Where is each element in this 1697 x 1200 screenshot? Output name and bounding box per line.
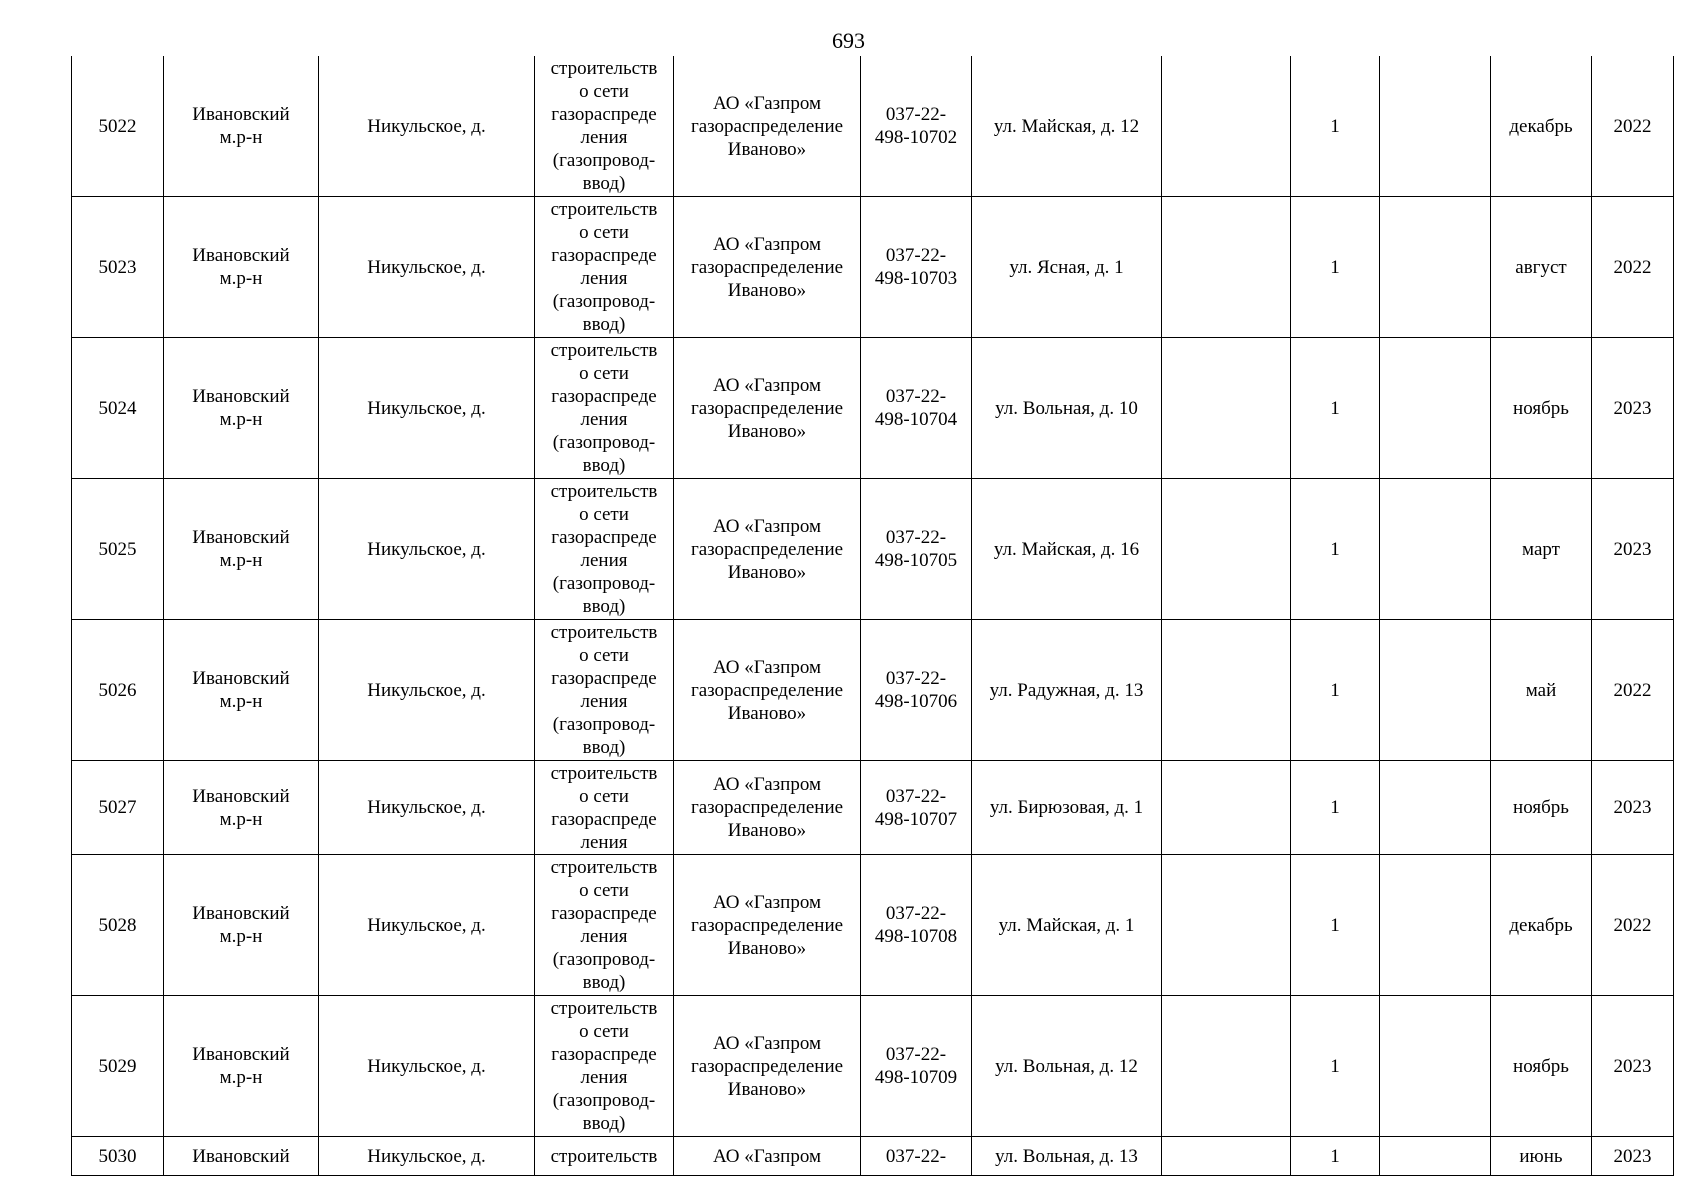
locality-cell (319, 1137, 535, 1176)
organization-text: АО «Газпром газораспределение Иваново» (690, 891, 844, 959)
address-cell (972, 338, 1162, 479)
locality-cell (319, 56, 535, 197)
year-cell (1592, 479, 1674, 620)
organization-text: АО «Газпром газораспределение Иваново» (690, 374, 844, 442)
code-cell (861, 479, 972, 620)
address-cell (972, 197, 1162, 338)
year-cell (1592, 56, 1674, 197)
locality-text: Никульское, д. (367, 1145, 486, 1167)
row-number-cell (72, 855, 164, 996)
row-number-text: 5028 (98, 914, 137, 936)
work-type-text: строительств о сети газораспреде ления (газопровод- ввод) (550, 199, 658, 335)
district-cell (164, 761, 319, 855)
address-text: ул. Бирюзовая, д. 1 (989, 797, 1144, 818)
district-text: Ивановский м.р-н (192, 104, 290, 148)
year-cell (1592, 338, 1674, 479)
year-text: 2022 (1613, 914, 1652, 936)
row-number-text: 5025 (98, 538, 137, 560)
month-text: март (1522, 538, 1560, 560)
quantity-cell (1291, 1137, 1380, 1176)
district-cell (164, 56, 319, 197)
organization-cell (674, 197, 861, 338)
month-text: май (1525, 679, 1557, 701)
address-text: ул. Ясная, д. 1 (1009, 256, 1124, 278)
code-cell (861, 761, 972, 855)
month-cell (1491, 855, 1592, 996)
locality-text: Никульское, д. (367, 679, 486, 701)
month-cell (1491, 1137, 1592, 1176)
work-type-cell (535, 338, 674, 479)
row-number-cell (72, 996, 164, 1137)
work-type-cell (535, 479, 674, 620)
code-cell (861, 996, 972, 1137)
year-text: 2023 (1613, 1145, 1652, 1167)
empty-cell (1380, 197, 1491, 338)
locality-cell (319, 855, 535, 996)
work-type-cell (535, 1137, 674, 1176)
work-type-text: строительств о сети газораспреде ления (газопровод- ввод) (550, 857, 658, 993)
address-cell (972, 855, 1162, 996)
row-number-cell (72, 197, 164, 338)
code-text: 037-22- 498-10703 (874, 245, 958, 289)
work-type-text: строительств о сети газораспреде ления (550, 762, 658, 853)
year-text: 2023 (1613, 538, 1652, 560)
row-number-cell (72, 479, 164, 620)
page-number: 693 (832, 28, 865, 53)
locality-cell (319, 620, 535, 761)
month-text: июнь (1519, 1145, 1563, 1167)
row-number-text: 5027 (98, 797, 137, 818)
quantity-text: 1 (1330, 914, 1340, 936)
empty-cell (1380, 1137, 1491, 1176)
table-row (72, 479, 1674, 620)
quantity-text: 1 (1330, 797, 1340, 818)
quantity-text: 1 (1330, 679, 1340, 701)
row-number-text: 5023 (98, 256, 137, 278)
quantity-text: 1 (1330, 256, 1340, 278)
work-type-cell (535, 620, 674, 761)
quantity-cell (1291, 197, 1380, 338)
district-text: Ивановский м.р-н (192, 668, 290, 712)
registry-rows (72, 56, 1674, 1176)
locality-cell (319, 338, 535, 479)
month-text: ноябрь (1513, 397, 1569, 419)
row-number-text: 5024 (98, 397, 137, 419)
work-type-text: строительств (550, 1145, 658, 1167)
year-text: 2023 (1613, 1055, 1652, 1077)
quantity-cell (1291, 996, 1380, 1137)
year-cell (1592, 197, 1674, 338)
year-text: 2023 (1613, 397, 1652, 419)
code-cell (861, 338, 972, 479)
address-text: ул. Майская, д. 16 (993, 538, 1140, 560)
organization-cell (674, 1137, 861, 1176)
address-cell (972, 1137, 1162, 1176)
district-text: Ивановский (192, 1145, 290, 1167)
month-cell (1491, 479, 1592, 620)
empty-cell (1162, 996, 1291, 1137)
work-type-cell (535, 761, 674, 855)
month-cell (1491, 56, 1592, 197)
locality-text: Никульское, д. (367, 914, 486, 936)
organization-text: АО «Газпром газораспределение Иваново» (690, 515, 844, 583)
empty-cell (1380, 855, 1491, 996)
organization-text: АО «Газпром газораспределение Иваново» (690, 1032, 844, 1100)
address-cell (972, 996, 1162, 1137)
month-text: август (1515, 256, 1567, 278)
district-text: Ивановский м.р-н (192, 527, 290, 571)
quantity-cell (1291, 761, 1380, 855)
month-text: декабрь (1509, 115, 1573, 137)
empty-cell (1162, 56, 1291, 197)
locality-cell (319, 761, 535, 855)
organization-cell (674, 996, 861, 1137)
work-type-text: строительств о сети газораспреде ления (газопровод- ввод) (550, 58, 658, 194)
code-text: 037-22- 498-10708 (874, 903, 958, 947)
work-type-cell (535, 197, 674, 338)
organization-text: АО «Газпром газораспределение Иваново» (690, 656, 844, 724)
district-cell (164, 1137, 319, 1176)
row-number-cell (72, 761, 164, 855)
row-number-text: 5022 (98, 115, 137, 137)
table-row (72, 1137, 1674, 1176)
quantity-text: 1 (1330, 1055, 1340, 1077)
empty-cell (1380, 996, 1491, 1137)
locality-text: Никульское, д. (367, 397, 486, 419)
table-row (72, 56, 1674, 197)
code-text: 037-22- (885, 1145, 947, 1167)
quantity-text: 1 (1330, 1145, 1340, 1167)
organization-cell (674, 479, 861, 620)
empty-cell (1162, 761, 1291, 855)
organization-cell (674, 56, 861, 197)
locality-text: Никульское, д. (367, 538, 486, 560)
code-cell (861, 855, 972, 996)
year-text: 2023 (1613, 797, 1652, 818)
year-text: 2022 (1613, 256, 1652, 278)
quantity-cell (1291, 620, 1380, 761)
code-cell (861, 56, 972, 197)
code-cell (861, 1137, 972, 1176)
locality-cell (319, 479, 535, 620)
work-type-text: строительств о сети газораспреде ления (газопровод- ввод) (550, 481, 658, 617)
empty-cell (1162, 197, 1291, 338)
district-cell (164, 620, 319, 761)
empty-cell (1380, 620, 1491, 761)
year-text: 2022 (1613, 679, 1652, 701)
month-cell (1491, 620, 1592, 761)
row-number-cell (72, 1137, 164, 1176)
work-type-text: строительств о сети газораспреде ления (газопровод- ввод) (550, 340, 658, 476)
address-cell (972, 620, 1162, 761)
locality-text: Никульское, д. (367, 797, 486, 818)
district-text: Ивановский м.р-н (192, 785, 290, 830)
code-text: 037-22- 498-10705 (874, 527, 958, 571)
organization-text: АО «Газпром газораспределение Иваново» (690, 233, 844, 301)
address-cell (972, 56, 1162, 197)
row-number-cell (72, 338, 164, 479)
row-number-cell (72, 620, 164, 761)
organization-cell (674, 620, 861, 761)
table-row (72, 761, 1674, 855)
work-type-cell (535, 996, 674, 1137)
address-text: ул. Майская, д. 12 (993, 115, 1140, 137)
code-text: 037-22- 498-10709 (874, 1044, 958, 1088)
quantity-cell (1291, 479, 1380, 620)
locality-cell (319, 197, 535, 338)
month-cell (1491, 996, 1592, 1137)
year-cell (1592, 620, 1674, 761)
code-cell (861, 620, 972, 761)
registry-table (71, 56, 1674, 1176)
row-number-text: 5029 (98, 1055, 137, 1077)
empty-cell (1162, 338, 1291, 479)
year-text: 2022 (1613, 115, 1652, 137)
empty-cell (1162, 479, 1291, 620)
month-cell (1491, 761, 1592, 855)
organization-cell (674, 855, 861, 996)
empty-cell (1380, 338, 1491, 479)
address-text: ул. Радужная, д. 13 (989, 679, 1144, 701)
district-text: Ивановский м.р-н (192, 386, 290, 430)
district-cell (164, 996, 319, 1137)
quantity-text: 1 (1330, 397, 1340, 419)
address-text: ул. Вольная, д. 13 (995, 1145, 1138, 1167)
address-cell (972, 479, 1162, 620)
code-cell (861, 197, 972, 338)
work-type-cell (535, 56, 674, 197)
year-cell (1592, 855, 1674, 996)
month-text: декабрь (1509, 914, 1573, 936)
quantity-cell (1291, 338, 1380, 479)
locality-cell (319, 996, 535, 1137)
code-text: 037-22- 498-10707 (874, 785, 958, 830)
district-text: Ивановский м.р-н (192, 1044, 290, 1088)
code-text: 037-22- 498-10706 (874, 668, 958, 712)
empty-cell (1162, 855, 1291, 996)
address-text: ул. Вольная, д. 12 (995, 1055, 1138, 1077)
locality-text: Никульское, д. (367, 256, 486, 278)
organization-text: АО «Газпром (712, 1145, 822, 1167)
quantity-text: 1 (1330, 538, 1340, 560)
empty-cell (1162, 620, 1291, 761)
district-cell (164, 479, 319, 620)
district-cell (164, 855, 319, 996)
organization-cell (674, 338, 861, 479)
row-number-text: 5026 (98, 679, 137, 701)
address-cell (972, 761, 1162, 855)
work-type-text: строительств о сети газораспреде ления (газопровод- ввод) (550, 622, 658, 758)
empty-cell (1380, 479, 1491, 620)
year-cell (1592, 761, 1674, 855)
table-row (72, 620, 1674, 761)
row-number-cell (72, 56, 164, 197)
empty-cell (1380, 56, 1491, 197)
table-row (72, 338, 1674, 479)
table-row (72, 855, 1674, 996)
address-text: ул. Майская, д. 1 (998, 914, 1135, 936)
organization-text: АО «Газпром газораспределение Иваново» (690, 774, 844, 841)
organization-cell (674, 761, 861, 855)
month-text: ноябрь (1513, 797, 1569, 818)
district-cell (164, 197, 319, 338)
quantity-cell (1291, 56, 1380, 197)
organization-text: АО «Газпром газораспределение Иваново» (690, 92, 844, 160)
quantity-cell (1291, 855, 1380, 996)
locality-text: Никульское, д. (367, 1055, 486, 1077)
district-text: Ивановский м.р-н (192, 903, 290, 947)
month-cell (1491, 197, 1592, 338)
year-cell (1592, 996, 1674, 1137)
work-type-text: строительств о сети газораспреде ления (газопровод- ввод) (550, 998, 658, 1134)
district-cell (164, 338, 319, 479)
month-text: ноябрь (1513, 1055, 1569, 1077)
row-number-text: 5030 (98, 1145, 137, 1167)
table-row (72, 996, 1674, 1137)
work-type-cell (535, 855, 674, 996)
empty-cell (1162, 1137, 1291, 1176)
quantity-text: 1 (1330, 115, 1340, 137)
district-text: Ивановский м.р-н (192, 245, 290, 289)
table-row (72, 197, 1674, 338)
code-text: 037-22- 498-10702 (874, 104, 958, 148)
month-cell (1491, 338, 1592, 479)
address-text: ул. Вольная, д. 10 (995, 397, 1138, 419)
year-cell (1592, 1137, 1674, 1176)
code-text: 037-22- 498-10704 (874, 386, 958, 430)
empty-cell (1380, 761, 1491, 855)
locality-text: Никульское, д. (367, 115, 486, 137)
